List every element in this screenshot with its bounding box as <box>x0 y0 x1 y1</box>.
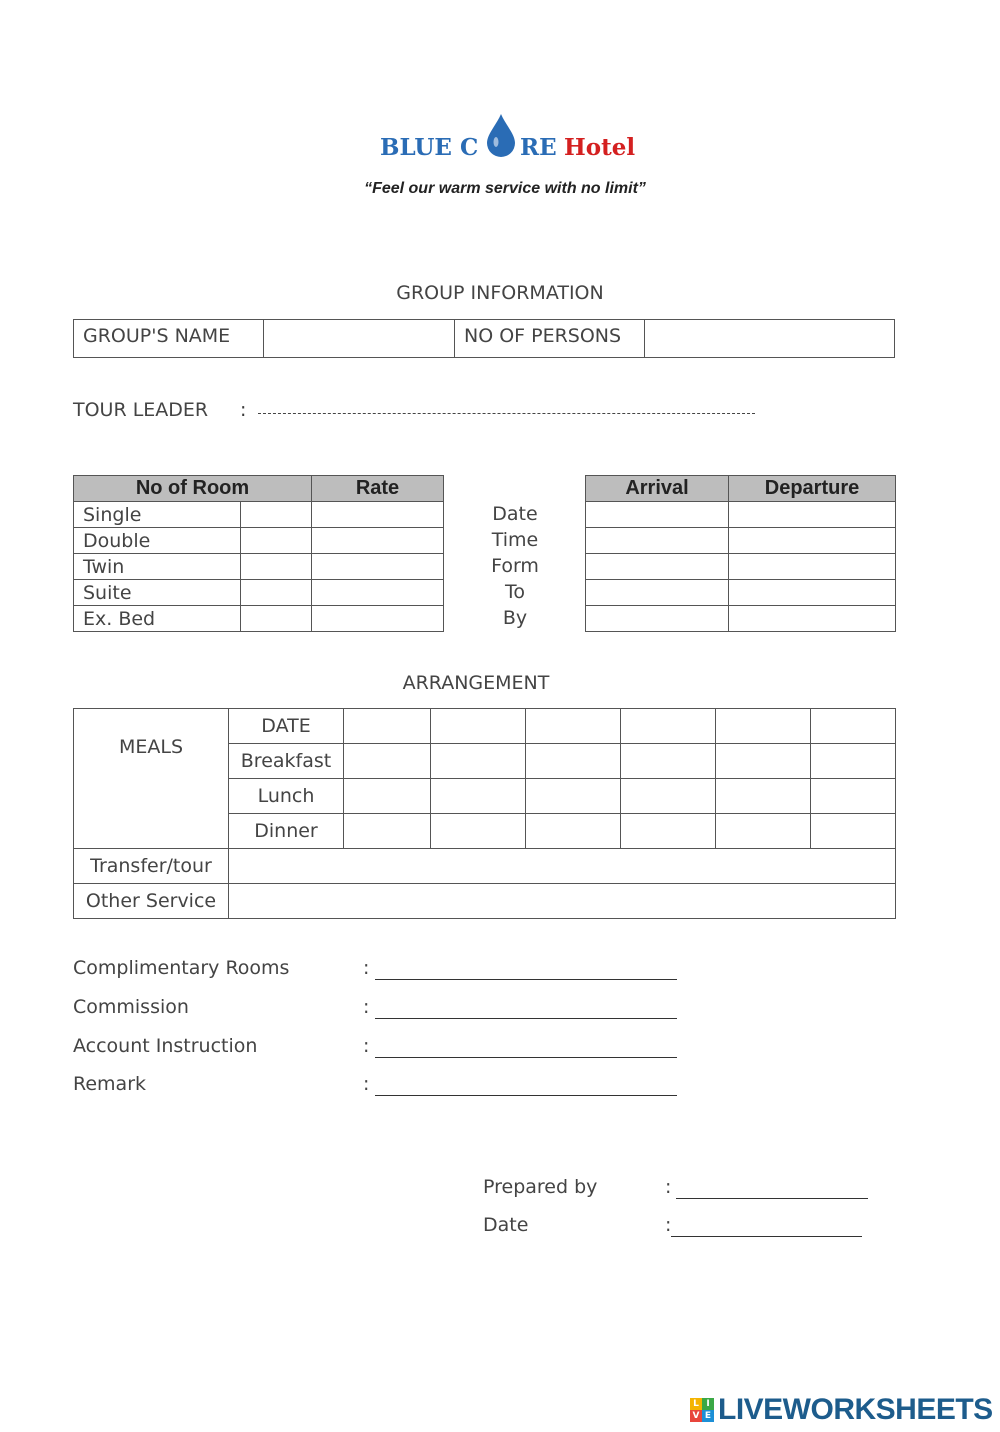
meal-cell-input[interactable] <box>431 814 526 849</box>
meal-cell-input[interactable] <box>621 709 716 744</box>
schedule-label-form: Form <box>491 555 539 577</box>
commission-field <box>73 996 683 1026</box>
tour-leader-input-line[interactable] <box>258 413 755 414</box>
room-rate-input[interactable] <box>312 554 444 580</box>
table-row <box>586 502 896 528</box>
meal-cell-input[interactable] <box>716 814 811 849</box>
room-count-input[interactable] <box>241 502 312 528</box>
meal-cell-input[interactable] <box>716 744 811 779</box>
meal-cell-input[interactable] <box>344 814 431 849</box>
field-colon: : <box>665 1214 672 1236</box>
date-field <box>483 1214 883 1244</box>
arrival-input[interactable] <box>586 554 729 580</box>
room-rate-input[interactable] <box>312 580 444 606</box>
date-input[interactable] <box>671 1236 862 1237</box>
complimentary-rooms-input[interactable] <box>375 979 677 980</box>
arrival-header: Arrival <box>586 476 729 502</box>
meal-row-label: Dinner <box>229 814 344 849</box>
group-info-title: GROUP INFORMATION <box>396 282 604 304</box>
commission-input[interactable] <box>375 1018 677 1019</box>
persons-label: NO OF PERSONS <box>455 320 645 358</box>
group-info-table <box>73 319 895 358</box>
tour-leader-colon: : <box>240 399 247 421</box>
departure-input[interactable] <box>729 528 896 554</box>
table-row <box>74 849 896 884</box>
meal-cell-input[interactable] <box>526 744 621 779</box>
meal-cell-input[interactable] <box>344 779 431 814</box>
remark-label: Remark <box>73 1073 147 1095</box>
table-row <box>74 709 896 744</box>
table-row <box>74 884 896 919</box>
departure-input[interactable] <box>729 554 896 580</box>
table-row <box>586 580 896 606</box>
departure-input[interactable] <box>729 606 896 632</box>
arrangement-table <box>73 708 896 919</box>
meal-cell-input[interactable] <box>431 779 526 814</box>
table-row <box>74 580 444 606</box>
meals-label: MEALS <box>74 709 229 849</box>
remark-field <box>73 1073 683 1103</box>
group-name-label: GROUP'S NAME <box>74 320 264 358</box>
schedule-label-date: Date <box>492 503 538 525</box>
rooms-header-no-of-room: No of Room <box>74 476 312 502</box>
other-service-label: Other Service <box>74 884 229 919</box>
meal-cell-input[interactable] <box>344 744 431 779</box>
persons-input[interactable] <box>645 320 895 358</box>
schedule-label-by: By <box>502 607 528 629</box>
other-service-input[interactable] <box>229 884 896 919</box>
meal-cell-input[interactable] <box>526 779 621 814</box>
tagline: “Feel our warm service with no limit” <box>364 180 646 197</box>
transfer-tour-label: Transfer/tour <box>74 849 229 884</box>
complimentary-rooms-label: Complimentary Rooms <box>73 957 290 979</box>
field-colon: : <box>363 1035 370 1057</box>
meal-cell-input[interactable] <box>526 709 621 744</box>
meal-cell-input[interactable] <box>431 744 526 779</box>
meal-cell-input[interactable] <box>811 709 896 744</box>
departure-input[interactable] <box>729 580 896 606</box>
meal-cell-input[interactable] <box>811 779 896 814</box>
complimentary-rooms-field <box>73 957 683 987</box>
room-type-label: Twin <box>74 554 241 580</box>
account-instruction-label: Account Instruction <box>73 1035 258 1057</box>
field-colon: : <box>363 957 370 979</box>
meal-cell-input[interactable] <box>431 709 526 744</box>
date-label: Date <box>483 1214 529 1236</box>
commission-label: Commission <box>73 996 189 1018</box>
water-drop-icon <box>485 112 517 158</box>
arrangement-title: ARRANGEMENT <box>402 672 550 694</box>
room-rate-input[interactable] <box>312 502 444 528</box>
account-instruction-input[interactable] <box>375 1057 677 1058</box>
remark-input[interactable] <box>375 1095 677 1096</box>
account-instruction-field <box>73 1035 683 1065</box>
room-rate-input[interactable] <box>312 528 444 554</box>
meal-cell-input[interactable] <box>526 814 621 849</box>
logo-text-right: Hotel <box>564 134 636 161</box>
room-count-input[interactable] <box>241 580 312 606</box>
prepared-by-field <box>483 1176 883 1206</box>
table-row <box>74 554 444 580</box>
meal-cell-input[interactable] <box>621 779 716 814</box>
field-colon: : <box>363 996 370 1018</box>
schedule-label-to: To <box>504 581 525 603</box>
table-row <box>586 606 896 632</box>
arrival-input[interactable] <box>586 606 729 632</box>
logo-text-left: BLUE C <box>380 134 479 161</box>
arrival-input[interactable] <box>586 502 729 528</box>
table-row <box>74 606 444 632</box>
liveworksheets-watermark <box>690 1390 993 1430</box>
meal-row-label: DATE <box>229 709 344 744</box>
lw-icon-letter: L <box>690 1398 702 1410</box>
arrival-input[interactable] <box>586 528 729 554</box>
meal-cell-input[interactable] <box>811 814 896 849</box>
prepared-by-label: Prepared by <box>483 1176 598 1198</box>
schedule-label-time: Time <box>491 529 539 551</box>
meal-cell-input[interactable] <box>621 814 716 849</box>
hotel-logo <box>360 108 660 168</box>
room-count-input[interactable] <box>241 528 312 554</box>
meal-cell-input[interactable] <box>621 744 716 779</box>
prepared-by-input[interactable] <box>676 1198 868 1199</box>
field-colon: : <box>665 1176 672 1198</box>
rooms-table <box>73 475 444 632</box>
meal-row-label: Lunch <box>229 779 344 814</box>
tour-leader-label: TOUR LEADER <box>73 399 209 421</box>
table-row <box>74 502 444 528</box>
lw-icon-letter: I <box>702 1398 714 1410</box>
logo-text-mid: RE <box>520 134 557 161</box>
liveworksheets-icon <box>690 1398 714 1422</box>
room-rate-input[interactable] <box>312 606 444 632</box>
departure-input[interactable] <box>729 502 896 528</box>
arrival-departure-table <box>585 475 896 632</box>
room-type-label: Suite <box>74 580 241 606</box>
room-count-input[interactable] <box>241 606 312 632</box>
meal-row-label: Breakfast <box>229 744 344 779</box>
room-type-label: Ex. Bed <box>74 606 241 632</box>
group-name-input[interactable] <box>264 320 455 358</box>
room-type-label: Single <box>74 502 241 528</box>
arrival-input[interactable] <box>586 580 729 606</box>
table-row <box>74 528 444 554</box>
table-row <box>586 528 896 554</box>
transfer-tour-input[interactable] <box>229 849 896 884</box>
table-row <box>586 554 896 580</box>
room-count-input[interactable] <box>241 554 312 580</box>
meal-cell-input[interactable] <box>811 744 896 779</box>
field-colon: : <box>363 1073 370 1095</box>
lw-icon-letter: E <box>702 1410 714 1422</box>
room-type-label: Double <box>74 528 241 554</box>
rooms-header-rate: Rate <box>312 476 444 502</box>
meal-cell-input[interactable] <box>716 709 811 744</box>
departure-header: Departure <box>729 476 896 502</box>
meal-cell-input[interactable] <box>716 779 811 814</box>
lw-icon-letter: V <box>690 1410 702 1422</box>
liveworksheets-text: LIVEWORKSHEETS <box>718 1393 993 1426</box>
meal-cell-input[interactable] <box>344 709 431 744</box>
schedule-row-labels <box>470 501 560 631</box>
